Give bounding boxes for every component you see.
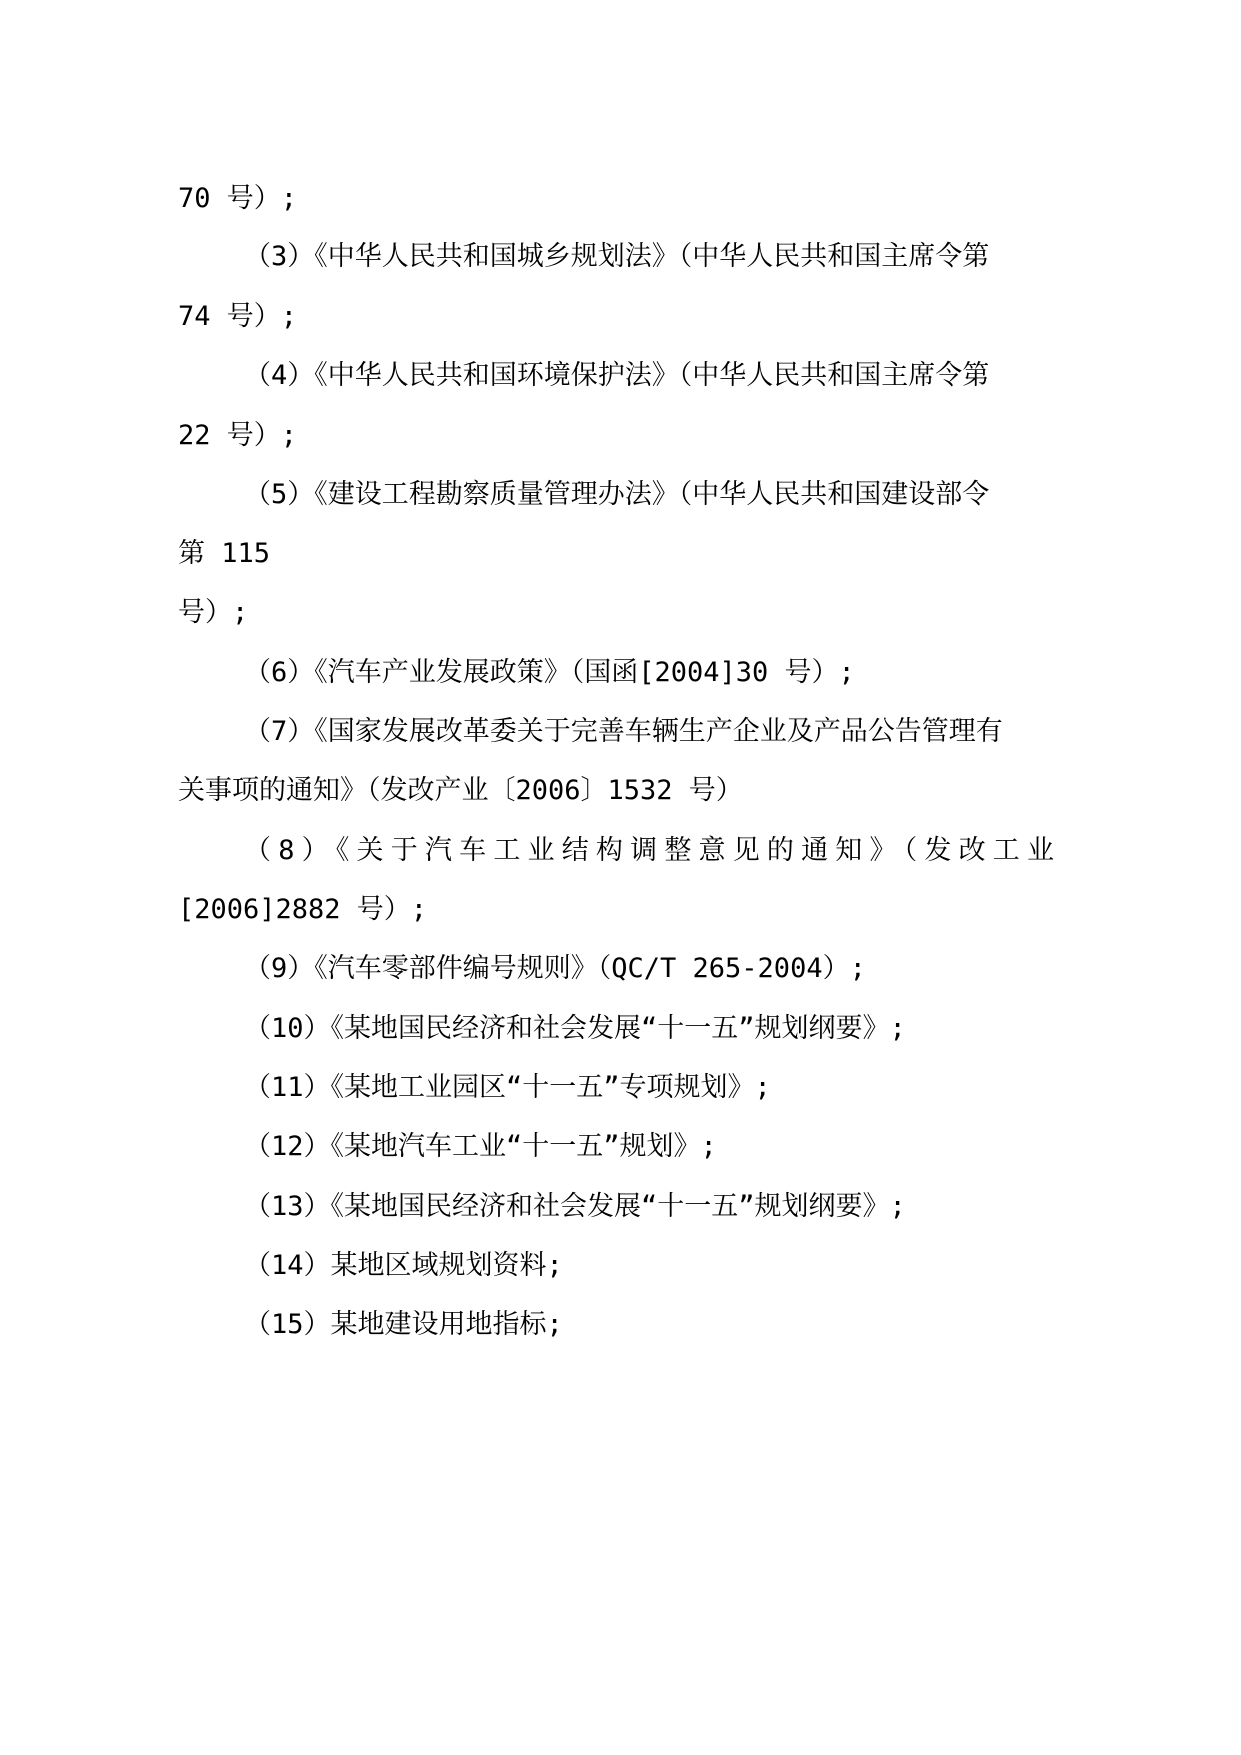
text-line: （7）《国家发展改革委关于完善车辆生产企业及产品公告管理有: [244, 716, 1003, 747]
text-line: （14）某地区域规划资料;: [244, 1250, 563, 1281]
text-line: 关事项的通知》（发改产业〔2006〕1532 号）: [178, 775, 743, 806]
text-line: 22 号）;: [178, 420, 298, 451]
text-line: （11）《某地工业园区“十一五”专项规划》;: [244, 1072, 771, 1103]
text-line: 号）;: [178, 597, 249, 628]
text-line: （9）《汽车零部件编号规则》（QC/T 265-2004）;: [244, 953, 866, 984]
text-line: （5）《建设工程勘察质量管理办法》（中华人民共和国建设部令: [244, 479, 990, 510]
text-line: （12）《某地汽车工业“十一五”规划》;: [244, 1131, 717, 1162]
text-line: 第 115: [178, 538, 271, 569]
text-line: （10）《某地国民经济和社会发展“十一五”规划纲要》;: [244, 1013, 906, 1044]
text-line: （3）《中华人民共和国城乡规划法》（中华人民共和国主席令第: [244, 241, 990, 272]
text-line: （4）《中华人民共和国环境保护法》（中华人民共和国主席令第: [244, 360, 990, 391]
text-line: [2006]2882 号）;: [178, 894, 428, 925]
text-line: 70 号）;: [178, 183, 298, 214]
text-line: 74 号）;: [178, 301, 298, 332]
text-line: （15）某地建设用地指标;: [244, 1309, 563, 1340]
text-line: （6）《汽车产业发展政策》（国函[2004]30 号）;: [244, 657, 855, 688]
text-line: （8）《关于汽车工业结构调整意见的通知》（发改工业: [244, 835, 1054, 866]
text-line: （13）《某地国民经济和社会发展“十一五”规划纲要》;: [244, 1191, 906, 1222]
